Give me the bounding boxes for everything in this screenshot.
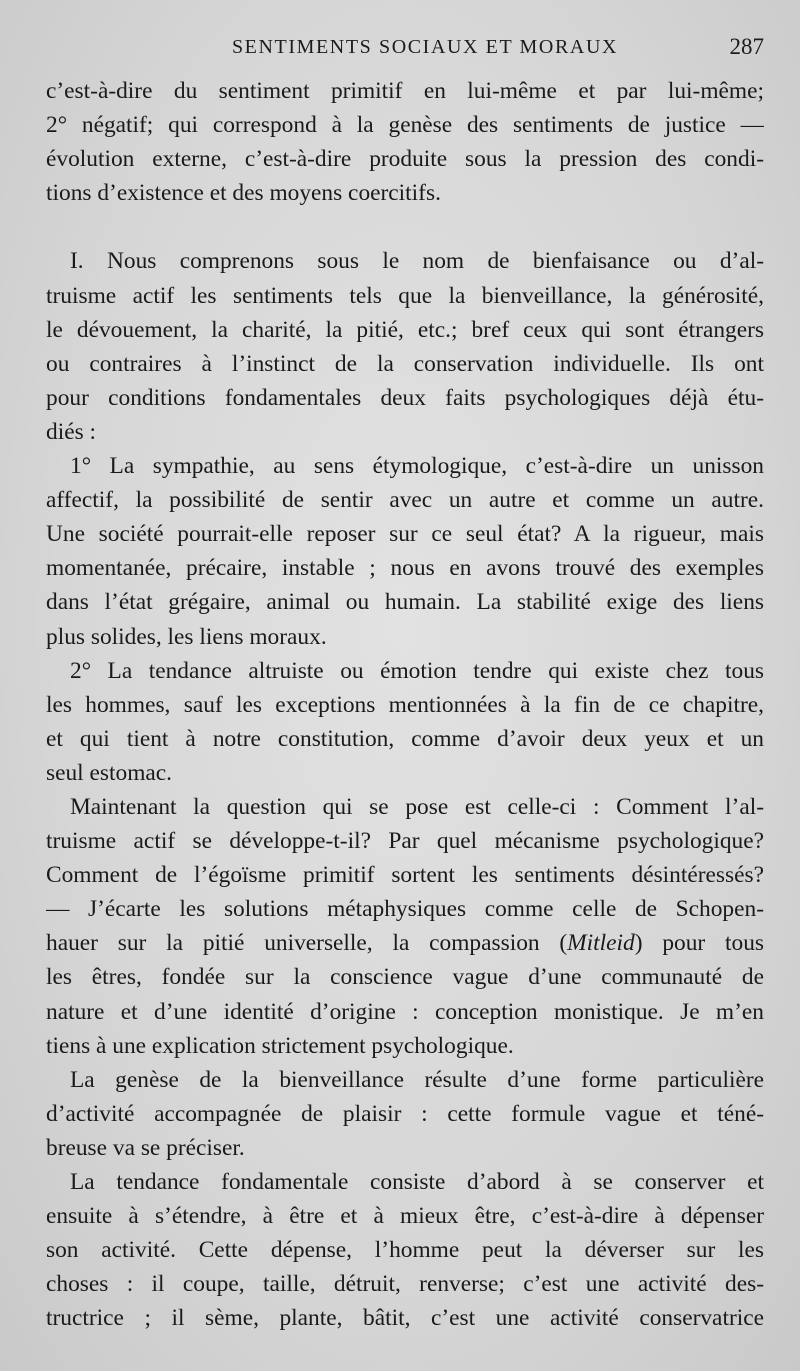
text-line: les êtres, fondée sur la conscience vague d’une communauté de <box>46 964 764 991</box>
text-line: Maintenant la question qui se pose est celle-ci : Comment l’al- <box>70 793 764 820</box>
page-header <box>46 34 764 64</box>
text-line: les hommes, sauf les exceptions mentionnées à la fin de ce chapitre, <box>46 691 764 718</box>
mitleid-before: hauer sur la pitié universelle, la compassion ( <box>46 930 568 957</box>
text-line: et qui tient à notre constitution, comme d’avoir deux yeux et un <box>46 725 764 752</box>
text-line: affectif, la possibilité de sentir avec un autre et comme un autre. <box>46 487 764 514</box>
text-line: La genèse de la bienveillance résulte d’une forme particulière <box>70 1066 764 1093</box>
text-line: breuse va se préciser. <box>46 1134 245 1161</box>
text-line: truisme actif les sentiments tels que la bienveillance, la générosité, <box>46 282 764 309</box>
text-line: d’activité accompagnée de plaisir : cette formule vague et téné- <box>46 1100 764 1127</box>
text-line: 2° La tendance altruiste ou émotion tendre qui existe chez tous <box>70 657 764 684</box>
text-line: dans l’état grégaire, animal ou humain. La stabilité exige des liens <box>46 589 764 616</box>
text-line: nature et d’une identité d’origine : conception monistique. Je m’en <box>46 998 764 1025</box>
body-text <box>46 74 764 1335</box>
text-line: évolution externe, c’est-à-dire produite sous la pression des condi- <box>46 146 764 173</box>
mitleid-italic: Mitleid <box>567 930 635 957</box>
text-line: Une société pourrait-elle reposer sur ce seul état? A la rigueur, mais <box>46 521 764 548</box>
text-line: c’est-à-dire du sentiment primitif en lui-même et par lui-même; <box>46 78 764 104</box>
text-line: pour conditions fondamentales deux faits psychologiques déjà étu- <box>46 384 764 411</box>
text-line: I. Nous comprenons sous le nom de bienfaisance ou d’al- <box>70 248 764 275</box>
text-line: 2° négatif; qui correspond à la genèse des sentiments de justice — <box>46 112 764 139</box>
text-line: son activité. Cette dépense, l’homme peut la déverser sur les <box>46 1237 764 1264</box>
text-line: le dévouement, la charité, la pitié, etc.; bref ceux qui sont étrangers <box>46 316 764 343</box>
text-line: tiens à une explication strictement psychologique. <box>46 1032 514 1059</box>
text-line: — J’écarte les solutions métaphysiques comme celle de Schopen- <box>46 896 764 923</box>
mitleid-after: ) pour tous <box>634 930 764 957</box>
text-line: truisme actif se développe-t-il? Par quel mécanisme psychologique? <box>46 828 764 855</box>
text-line: ensuite à s’étendre, à être et à mieux être, c’est-à-dire à dépenser <box>46 1203 764 1230</box>
blank-line <box>46 210 764 244</box>
page-number: 287 <box>729 34 764 59</box>
text-line: diés : <box>46 418 97 445</box>
text-line: seul estomac. <box>46 759 173 786</box>
text-line: tructrice ; il sème, plante, bâtit, c’est une activité conservatrice <box>46 1305 764 1332</box>
text-line: Comment de l’égoïsme primitif sortent les sentiments désintéressés? <box>46 862 764 889</box>
text-line: momentanée, précaire, instable ; nous en avons trouvé des exemples <box>46 555 764 582</box>
text-line: plus solides, les liens moraux. <box>46 623 327 650</box>
text-line: 1° La sympathie, au sens étymologique, c’est-à-dire un unisson <box>70 453 764 480</box>
text-line: ou contraires à l’instinct de la conservation individuelle. Ils ont <box>46 350 764 377</box>
text-line-mitleid <box>46 926 764 960</box>
text-line: La tendance fondamentale consiste d’abord à se conserver et <box>70 1169 764 1195</box>
text-line: tions d’existence et des moyens coercitifs. <box>46 180 441 207</box>
running-head: SENTIMENTS SOCIAUX ET MORAUX <box>231 36 619 58</box>
text-line: choses : il coupe, taille, détruit, renverse; c’est une activité des- <box>46 1271 764 1298</box>
